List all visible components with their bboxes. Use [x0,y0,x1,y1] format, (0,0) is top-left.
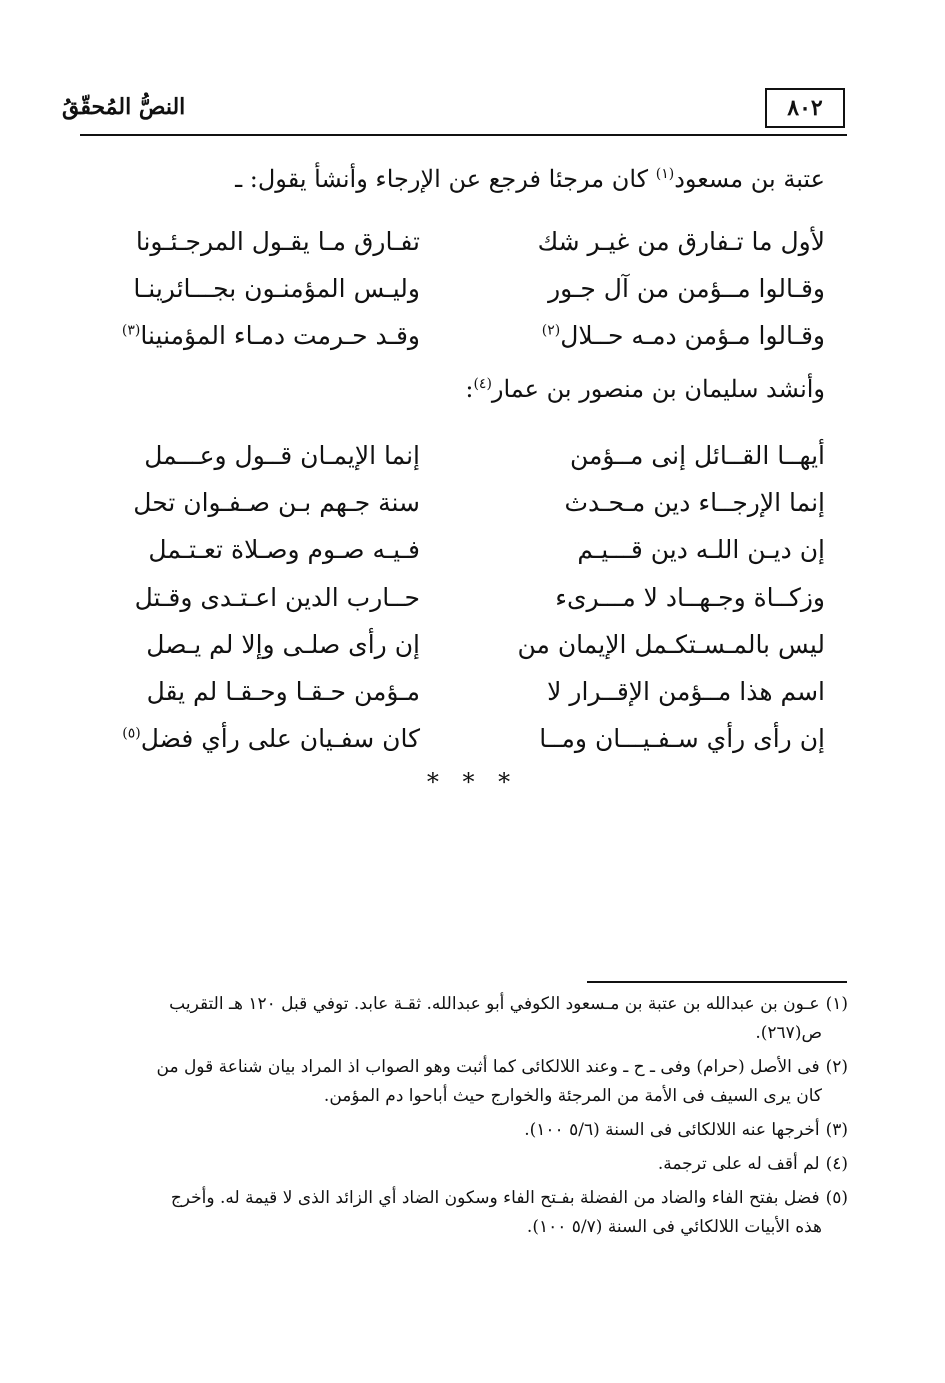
second-hemistich: مـؤمن حـقـا وحـقـا لم يقل [146,677,420,707]
header-rule [80,134,847,136]
footnote-continuation: كان يرى السيف فى الأمة من المرجئة والخوارج حيث أباحوا دم المؤمن. [323,1086,822,1106]
first-hemistich: إن ديـن اللـه دين قـــيـم [577,535,825,565]
verse [100,312,825,359]
hemistich-text: كان سفـيان على رأي فضل [140,724,420,754]
intro-line-1 [80,162,825,196]
footnote-ref-2: (٢) [541,322,561,339]
footnote-2 [78,1053,848,1111]
footnote-line [78,1150,848,1179]
verse [100,715,825,762]
footnote-1 [78,990,848,1048]
footnote-text: عـون بن عبدالله بن عتبة بن مـسعود الكوفي أبو عبدالله. ثقـة عابد. توفي قبل ١٢٠ هـ التقريب [169,994,820,1014]
verse [100,668,825,715]
footnote-5 [78,1184,848,1242]
first-hemistich [505,321,825,350]
verse [100,265,825,312]
footnote-4 [78,1150,848,1179]
footnote-3 [78,1116,848,1145]
verse [100,621,825,668]
hemistich-text: وقـد حـرمت دمـاء المؤمنينا [140,321,420,350]
first-hemistich: أيهــا القــائل إنى مــؤمن [569,441,825,471]
first-hemistich: وزكــاة وجـهــاد لا مـــرىء [555,582,825,612]
intro-line-2 [80,372,825,406]
footnote-ref-3: (٣) [121,322,141,339]
footnote-rule [587,981,847,983]
footnote-ref-1: (١) [655,166,675,182]
verse [100,432,825,479]
second-hemistich: فـيـه صـوم وصـلاة تعـتـمل [148,535,420,565]
footnote-text: أخرجها عنه اللالكائى فى السنة (٥/٦ ١٠٠). [524,1120,820,1140]
second-hemistich: سنة جـهم بـن صـفـوان تحل [133,488,420,518]
intro-1-text-after: كان مرجئا فرجع عن الإرجاء وأنشأ يقول: ـ [235,165,656,193]
footnote-line [78,1116,848,1145]
footnote-number: (٥) [825,1188,848,1208]
intro-1-text-before: عتبة بن مسعود [674,165,825,193]
intro-2-text-after: : [465,375,474,403]
footnotes [78,990,848,1247]
footnote-text: لم أقف له على ترجمة. [657,1154,820,1174]
intro-2-text-before: وأنشد سليمان بن منصور بن عمار [491,375,825,403]
verse [100,526,825,573]
second-hemistich: تفـارق مـا يقـول المرجـئـونا [135,227,420,256]
footnote-line [78,1053,848,1082]
second-hemistich: حــارب الدين اعـتـدى وقـتل [134,582,420,612]
footnote-text: فى الأصل (حرام) وفى ـ ح ـ وعند اللالكائى كما أثبت وهو الصواب اذ المراد بيان شناعة قول من [156,1057,820,1077]
footnote-continuation: هذه الأبيات اللالكائي فى السنة (٥/٧ ١٠٠). [526,1217,822,1237]
first-hemistich: إنما الإرجــاء دين مـحـدث [564,488,825,518]
footnote-number: (١) [825,994,848,1014]
first-hemistich: لأول ما تـفارق من غيـر شك [537,227,825,256]
second-hemistich: وليـس المؤمنـون بجـــائرينـا [133,274,420,303]
footnote-number: (٤) [825,1154,848,1174]
page-number [765,88,845,128]
footnote-ref-4: (٤) [473,376,492,392]
hemistich-text: وقـالوا مـؤمن دمـه حــلال [560,321,825,350]
second-hemistich [100,724,420,753]
second-hemistich: إن رأى صلـى وإلا لم يـصل [146,629,420,659]
second-hemistich: إنما الإيمـان قــول وعـــمل [144,441,420,471]
poem-1 [100,218,825,359]
poem-2 [100,432,825,762]
running-title: النصُّ المُحقّقُ [62,94,186,120]
first-hemistich: إن رأى رأي سـفـيـــان ومــا [539,724,825,754]
verse [100,218,825,265]
first-hemistich: اسم هذا مــؤمن الإقــرار لا [547,677,825,707]
footnote-line [78,990,848,1019]
page-number-text: ٨٠٢ [787,95,823,121]
footnote-line [78,1184,848,1213]
verse [100,479,825,526]
first-hemistich: وقـالوا مــؤمن من آل جـور [548,274,825,303]
footnote-ref-5: (٥) [122,725,141,742]
second-hemistich [100,321,420,350]
footnote-text: فضل بفتح الفاء والضاد من الفضلة بفـتح الفاء وسكون الضاد أي الزائد الذى لا قيمة له. وأخرج [170,1188,820,1208]
section-separator: * * * [426,768,519,796]
footnote-number: (٣) [825,1120,848,1140]
verse [100,574,825,621]
footnote-number: (٢) [825,1057,848,1077]
first-hemistich: ليس بالمـسـتكـمل الإيمان من [517,629,825,659]
footnote-continuation: ص(٢٦٧). [755,1023,822,1043]
